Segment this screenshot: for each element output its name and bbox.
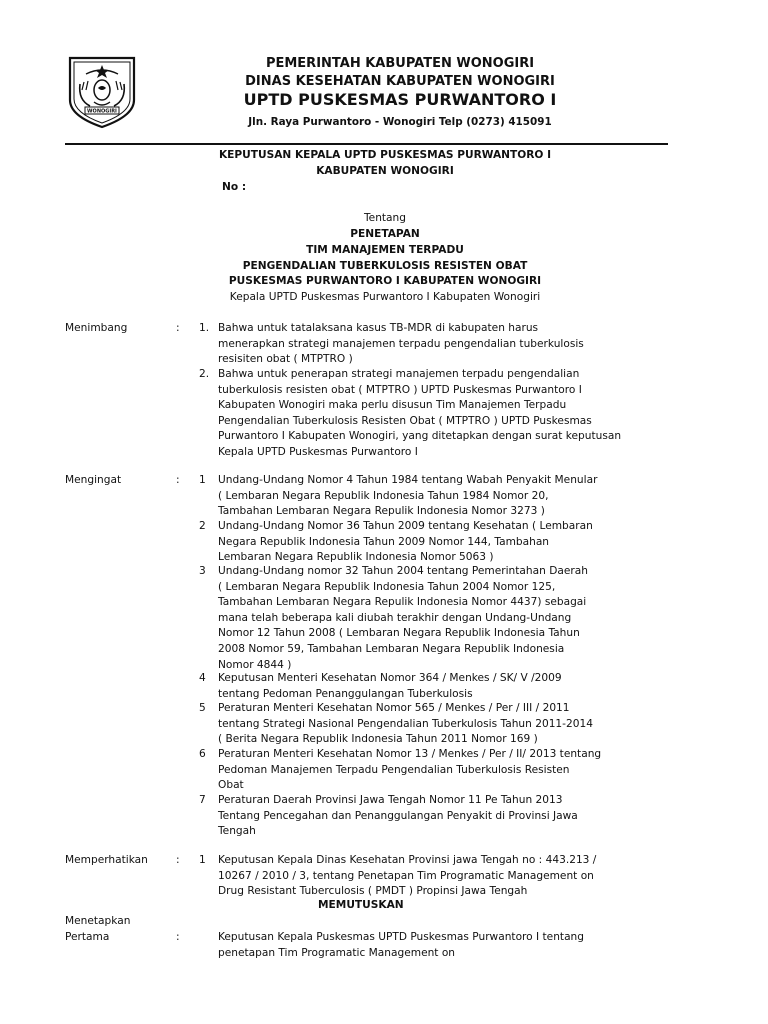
mengingat-item-2 — [218, 519, 658, 566]
mengingat-item-4 — [218, 671, 658, 702]
item-number: 4 — [199, 672, 206, 684]
menimbang-item-1 — [218, 321, 658, 368]
text-line: Nomor 4844 ) — [218, 658, 292, 671]
text-line: Keputusan Menteri Kesehatan Nomor 364 / Menkes / SK/ V /2009 — [218, 672, 562, 684]
text-line: Peraturan Menteri Kesehatan Nomor 565 / Menkes / Per / III / 2011 — [218, 702, 570, 714]
item-number: 2. — [199, 368, 210, 380]
colon: : — [176, 474, 180, 486]
text-line: Tambahan Lembaran Negara Repulik Indonesia Nomor 4437) sebagai — [218, 596, 587, 609]
text-line: penetapan Tim Programatic Management on — [218, 946, 456, 959]
text-line: tentang Strategi Nasional Pengendalian Tuberkulosis Tahun 2011-2014 — [218, 717, 593, 730]
text-line: Peraturan Menteri Kesehatan Nomor 13 / Menkes / Per / II/ 2013 tentang — [218, 748, 602, 760]
text-line: ( Berita Negara Republik Indonesia Tahun 2011 Nomor 169 ) — [218, 733, 538, 746]
pertama-text — [218, 930, 658, 961]
letterhead-line-2: DINAS KESEHATAN KABUPATEN WONOGIRI — [245, 74, 555, 89]
text-line: Keputusan Kepala Puskesmas UPTD Puskesmas Purwantoro I tentang — [218, 931, 584, 943]
text-line: 2008 Nomor 59, Tambahan Lembaran Negara Republik Indonesia — [218, 642, 565, 655]
item-number: 1. — [199, 322, 210, 334]
item-number: 6 — [199, 748, 206, 760]
item-number: 5 — [199, 702, 206, 714]
letterhead-line-1: PEMERINTAH KABUPATEN WONOGIRI — [265, 56, 535, 71]
decree-number: No : — [222, 181, 247, 193]
text-line: Pedoman Manajemen Terpadu Pengendalian Tuberkulosis Resisten — [218, 763, 570, 776]
section-label-menetapkan: Menetapkan — [65, 915, 131, 927]
letterhead-address: Jln. Raya Purwantoro - Wonogiri Telp (0273) 415091 — [248, 116, 552, 128]
memutuskan-heading: MEMUTUSKAN — [318, 899, 404, 911]
mengingat-item-3 — [218, 564, 658, 673]
text-line: Lembaran Negara Republik Indonesia Nomor 5063 ) — [218, 551, 494, 564]
text-line: Keputusan Kepala Dinas Kesehatan Provinsi jawa Tengah no : 443.213 / — [218, 854, 597, 866]
item-number: 2 — [199, 520, 206, 532]
item-number: 1 — [199, 474, 206, 486]
subject-line-5: Kepala UPTD Puskesmas Purwantoro I Kabupaten Wonogiri — [229, 291, 541, 303]
text-line: resisiten obat ( MTPTRO ) — [218, 353, 353, 366]
colon: : — [176, 931, 180, 943]
colon: : — [176, 322, 180, 334]
colon: : — [176, 854, 180, 866]
mengingat-item-6 — [218, 747, 658, 794]
text-line: Undang-Undang Nomor 4 Tahun 1984 tentang Wabah Penyakit Menular — [218, 474, 598, 486]
text-line: Nomor 12 Tahun 2008 ( Lembaran Negara Republik Indonesia Tahun — [218, 627, 580, 640]
text-line: mana telah beberapa kali diubah terakhir dengan Undang-Undang — [218, 611, 572, 624]
decree-title-line-2: KABUPATEN WONOGIRI — [316, 165, 454, 177]
text-line: Pengendalian Tuberkulosis Resisten Obat ( MTPTRO ) UPTD Puskesmas — [218, 414, 592, 427]
text-line: Bahwa untuk penerapan strategi manajemen terpadu pengendalian — [218, 368, 580, 380]
text-line: Kepala UPTD Puskesmas Purwantoro I — [218, 445, 418, 458]
subject-tentang: Tentang — [364, 212, 406, 224]
text-line: Peraturan Daerah Provinsi Jawa Tengah Nomor 11 Pe Tahun 2013 — [218, 794, 563, 806]
section-label-memperhatikan: Memperhatikan — [65, 854, 148, 866]
text-line: Tambahan Lembaran Negara Repulik Indonesia Nomor 3273 ) — [218, 505, 545, 518]
memperhatikan-item-1 — [218, 853, 658, 900]
text-line: tentang Pedoman Penanggulangan Tuberkulosis — [218, 687, 473, 700]
text-line: Negara Republik Indonesia Tahun 2009 Nomor 144, Tambahan — [218, 535, 550, 548]
mengingat-item-5 — [218, 701, 658, 748]
text-line: Bahwa untuk tatalaksana kasus TB-MDR di kabupaten harus — [218, 322, 539, 334]
item-number: 3 — [199, 565, 206, 577]
text-line: Drug Resistant Tuberculosis ( PMDT ) Propinsi Jawa Tengah — [218, 885, 528, 898]
subject-line-3: PENGENDALIAN TUBERKULOSIS RESISTEN OBAT — [242, 260, 528, 272]
decree-title-line-1: KEPUTUSAN KEPALA UPTD PUSKESMAS PURWANTORO I — [218, 149, 552, 161]
text-line: menerapkan strategi manajemen terpadu pengendalian tuberkulosis — [218, 337, 584, 350]
mengingat-item-7 — [218, 793, 658, 840]
letterhead-divider — [65, 143, 668, 145]
item-number: 1 — [199, 854, 206, 866]
subject-line-2: TIM MANAJEMEN TERPADU — [306, 244, 464, 256]
subject-line-4: PUSKESMAS PURWANTORO I KABUPATEN WONOGIRI — [228, 275, 542, 287]
text-line: ( Lembaran Negara Republik Indonesia Tahun 1984 Nomor 20, — [218, 489, 549, 502]
letterhead-line-3: UPTD PUSKESMAS PURWANTORO I — [243, 90, 557, 109]
text-line: ( Lembaran Negara Republik Indonesia Tahun 2004 Nomor 125, — [218, 580, 556, 593]
item-number: 7 — [199, 794, 206, 806]
mengingat-item-1 — [218, 473, 658, 520]
section-label-mengingat: Mengingat — [65, 474, 122, 486]
wonogiri-regency-logo — [64, 54, 140, 130]
logo-text: WONOGIRI — [87, 108, 117, 115]
text-line: tuberkulosis resisten obat ( MTPTRO ) UPTD Puskesmas Purwantoro I — [218, 383, 582, 396]
section-label-menimbang: Menimbang — [65, 322, 128, 334]
text-line: Tengah — [218, 825, 256, 838]
subject-line-1: PENETAPAN — [350, 228, 420, 240]
text-line: Obat — [218, 779, 244, 792]
text-line: Undang-Undang nomor 32 Tahun 2004 tentang Pemerintahan Daerah — [218, 565, 588, 577]
text-line: Undang-Undang Nomor 36 Tahun 2009 tentang Kesehatan ( Lembaran — [218, 520, 593, 532]
text-line: Kabupaten Wonogiri maka perlu disusun Tim Manajemen Terpadu — [218, 399, 567, 412]
section-label-pertama: Pertama — [65, 931, 110, 943]
menimbang-item-2 — [218, 367, 658, 461]
text-line: Purwantoro I Kabupaten Wonogiri, yang ditetapkan dengan surat keputusan — [218, 430, 622, 443]
text-line: 10267 / 2010 / 3, tentang Penetapan Tim Programatic Management on — [218, 869, 594, 882]
text-line: Tentang Pencegahan dan Penanggulangan Penyakit di Provinsi Jawa — [218, 809, 578, 822]
